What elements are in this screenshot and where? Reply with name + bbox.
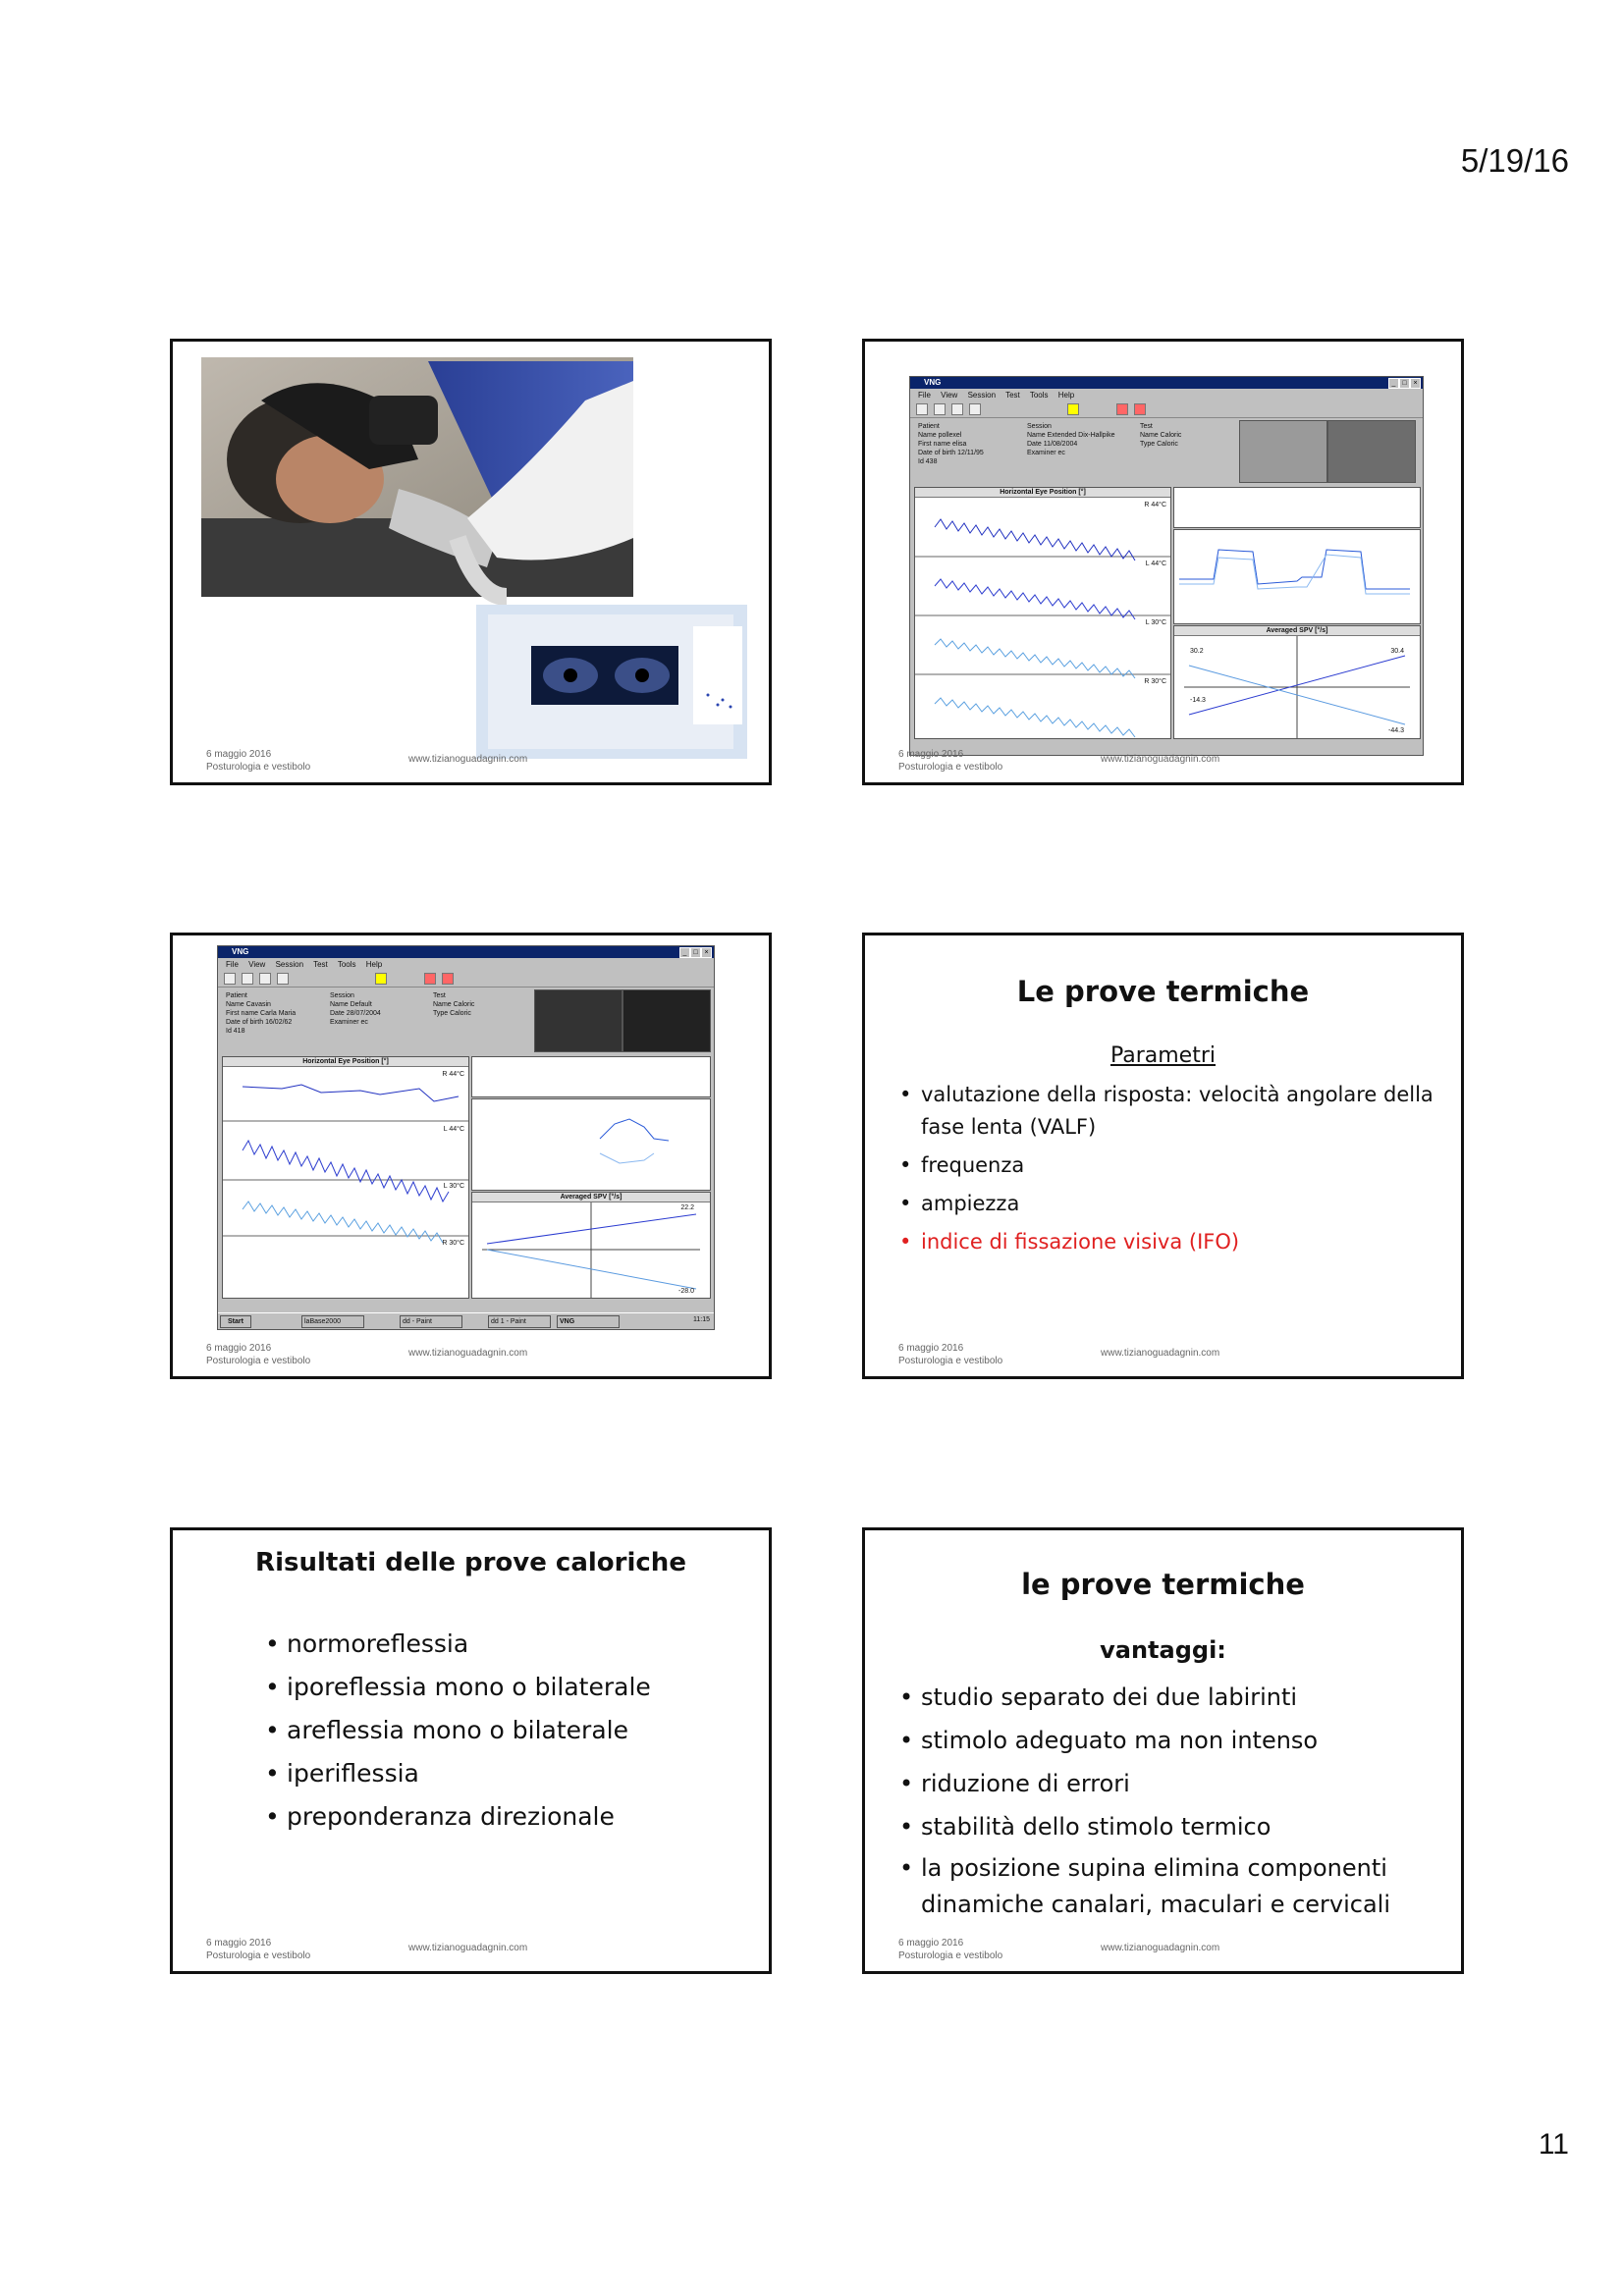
maximize-button[interactable]: □	[1399, 378, 1410, 389]
channel-label-r30: R 30°C	[1144, 678, 1166, 685]
slide-footer-date: 6 maggio 2016	[898, 1938, 964, 1949]
eye-position-title: Horizontal Eye Position [°]	[915, 488, 1170, 498]
eye-position-traces	[915, 498, 1170, 738]
patient-first-name: Carla Maria	[260, 1010, 297, 1017]
list-item: • iporeflessia mono o bilaterale	[265, 1666, 736, 1709]
averaged-spv-title: Averaged SPV [°/s]	[1174, 626, 1420, 636]
list-item: • normoreflessia	[265, 1623, 736, 1666]
vng-menu-bar	[218, 959, 714, 970]
channel-label-r44: R 44°C	[442, 1071, 464, 1078]
session-date: Date 28/07/2004	[330, 1010, 381, 1017]
patient-info: Patient Name pollexel First name elisa Date of birth 12/11/95 Id 438 Session Name Extended Dix-Hallpike Date 11/08/2004 Examiner ec Test Name Caloric Type Caloric	[914, 420, 1228, 479]
session-examiner: Examiner ec	[1027, 450, 1065, 456]
slide-footer-site: www.tizianoguadagnin.com	[1101, 1348, 1220, 1359]
averaged-spv-graph	[471, 1192, 711, 1299]
spv-traces	[472, 1099, 710, 1190]
slide-footer-site: www.tizianoguadagnin.com	[408, 1348, 528, 1359]
maximize-button[interactable]: □	[690, 947, 701, 958]
vng-window	[909, 376, 1424, 756]
slide-5	[170, 1527, 772, 1974]
vng-toolbar	[218, 971, 714, 988]
channel-label-r44: R 44°C	[1144, 502, 1166, 508]
test-name: Caloric	[453, 1001, 475, 1008]
slide-footer-date: 6 maggio 2016	[898, 749, 964, 760]
slide-title: Le prove termiche	[1016, 975, 1310, 1008]
slide-footer-site: www.tizianoguadagnin.com	[1101, 754, 1220, 765]
patient-label: Patient	[918, 423, 940, 430]
results-list	[265, 1623, 736, 1839]
slide-footer-subject: Posturologia e vestibolo	[898, 1950, 1003, 1961]
toolbar-new-icon[interactable]	[224, 973, 236, 985]
windows-taskbar	[218, 1312, 714, 1329]
toolbar-new-icon[interactable]	[916, 403, 928, 415]
test-type: Caloric	[450, 1010, 471, 1017]
toolbar-open-icon[interactable]	[242, 973, 253, 985]
taskbar-item-vng[interactable]: VNG	[557, 1315, 620, 1328]
minimize-button[interactable]: _	[1388, 378, 1399, 389]
slide-footer-subject: Posturologia e vestibolo	[898, 762, 1003, 773]
parameter-list	[899, 1079, 1434, 1258]
avg-value-2: -28.0	[678, 1288, 694, 1295]
spv-table	[471, 1056, 711, 1097]
vng-title-bar: VNG	[218, 946, 714, 958]
eye-position-title: Horizontal Eye Position [°]	[223, 1057, 468, 1067]
patient-name: pollexel	[938, 432, 962, 439]
slide-3	[170, 933, 772, 1379]
test-type: Caloric	[1157, 441, 1178, 448]
avg-value-1: 22.2	[680, 1204, 694, 1211]
toolbar-save-icon[interactable]	[951, 403, 963, 415]
averaged-spv-title: Averaged SPV [°/s]	[472, 1193, 710, 1202]
slide-footer-date: 6 maggio 2016	[206, 1938, 272, 1949]
slide-1	[170, 339, 772, 785]
menu-test[interactable]: Test	[313, 960, 328, 969]
slide-2	[862, 339, 1464, 785]
slide-footer-site: www.tizianoguadagnin.com	[408, 1943, 528, 1953]
patient-id: Id 438	[918, 458, 938, 465]
slide-subtitle: Parametri	[1109, 1043, 1217, 1068]
averaged-spv-graph	[1173, 625, 1421, 739]
menu-test[interactable]: Test	[1005, 391, 1020, 400]
averaged-spv-lines	[1174, 636, 1420, 738]
patient-id: Id 418	[226, 1028, 245, 1035]
page-number: 11	[1538, 2128, 1569, 2161]
session-examiner: Examiner ec	[330, 1019, 368, 1026]
vng-title-bar: VNG	[910, 377, 1423, 389]
session-name: Default	[350, 1001, 372, 1008]
vng-toolbar	[910, 401, 1423, 418]
session-name: Extended Dix-Hallpike	[1047, 432, 1115, 439]
toolbar-graph-icon[interactable]	[1134, 403, 1146, 415]
menu-view[interactable]: View	[941, 391, 958, 400]
list-item: • stimolo adeguato ma non intenso	[899, 1723, 1434, 1759]
taskbar-item-paint-2[interactable]: dd 1 - Paint	[488, 1315, 551, 1328]
patient-first-name: elisa	[952, 441, 967, 448]
toolbar-graph-icon[interactable]	[442, 973, 454, 985]
spv-traces	[1174, 530, 1420, 623]
toolbar-wave-icon[interactable]	[424, 973, 436, 985]
taskbar-item-labase[interactable]: laBase2000	[301, 1315, 364, 1328]
list-item: • frequenza	[899, 1149, 1434, 1182]
vng-window	[217, 945, 715, 1330]
minimize-button[interactable]: _	[679, 947, 690, 958]
menu-session[interactable]: Session	[967, 391, 997, 400]
close-button[interactable]: ×	[1410, 378, 1421, 389]
slide-footer-site: www.tizianoguadagnin.com	[408, 754, 528, 765]
list-item: • preponderanza direzionale	[265, 1795, 736, 1839]
list-item: • ampiezza	[899, 1188, 1434, 1220]
menu-tools[interactable]: Tools	[1029, 391, 1049, 400]
caloric-test-photo	[173, 342, 772, 785]
slide-footer-subject: Posturologia e vestibolo	[206, 1356, 311, 1366]
menu-session[interactable]: Session	[275, 960, 304, 969]
test-name: Caloric	[1160, 432, 1182, 439]
patient-label: Patient	[226, 992, 247, 999]
slide-footer-date: 6 maggio 2016	[898, 1343, 964, 1354]
vng-menu-bar	[910, 390, 1423, 400]
slide-title: Risultati delle prove caloriche	[255, 1548, 686, 1577]
slide-6	[862, 1527, 1464, 1974]
menu-help[interactable]: Help	[365, 960, 383, 969]
taskbar-clock: 11:15	[693, 1316, 710, 1323]
slide-footer-date: 6 maggio 2016	[206, 1343, 272, 1354]
toolbar-help-icon[interactable]	[375, 973, 387, 985]
eye-position-graph	[914, 487, 1171, 739]
eye-video-right	[622, 989, 711, 1052]
menu-help[interactable]: Help	[1057, 391, 1075, 400]
spv-graph	[471, 1098, 711, 1191]
patient-name: Cavasin	[245, 1001, 271, 1008]
slide-footer-date: 6 maggio 2016	[206, 749, 272, 760]
slide-footer-subject: Posturologia e vestibolo	[206, 1950, 311, 1961]
avg-value-1: 30.2	[1190, 648, 1204, 655]
avg-value-3: -14.3	[1190, 697, 1206, 704]
list-item: • la posizione supina elimina componenti dinamiche canalari, maculari e cervicali	[899, 1850, 1434, 1923]
list-item: • riduzione di errori	[899, 1766, 1434, 1802]
slide-title: le prove termiche	[1021, 1568, 1305, 1601]
advantages-list	[899, 1680, 1434, 1923]
avg-value-2: 30.4	[1390, 648, 1404, 655]
close-button[interactable]: ×	[701, 947, 712, 958]
list-item: • iperiflessia	[265, 1752, 736, 1795]
eye-video-left	[1239, 420, 1327, 483]
channel-label-l44: L 44°C	[1145, 561, 1166, 567]
spv-graph	[1173, 529, 1421, 624]
toolbar-save-icon[interactable]	[259, 973, 271, 985]
channel-label-l30: L 30°C	[1145, 619, 1166, 626]
slide-subtitle: vantaggi:	[1100, 1636, 1226, 1664]
eye-video-right	[1327, 420, 1416, 483]
header-date: 5/19/16	[1460, 142, 1569, 179]
eye-position-graph	[222, 1056, 469, 1299]
taskbar-item-paint-1[interactable]: dd - Paint	[400, 1315, 462, 1328]
eye-position-traces	[223, 1067, 468, 1298]
channel-label-l44: L 44°C	[443, 1126, 464, 1133]
spv-table	[1173, 487, 1421, 528]
menu-view[interactable]: View	[248, 960, 266, 969]
slide-footer-subject: Posturologia e vestibolo	[206, 762, 311, 773]
menu-file[interactable]: File	[226, 960, 239, 969]
toolbar-open-icon[interactable]	[934, 403, 946, 415]
session-date: 11/08/2004	[1043, 441, 1078, 448]
list-item-highlight: • indice di fissazione visiva (IFO)	[899, 1226, 1434, 1258]
eye-video-left	[534, 989, 622, 1052]
averaged-spv-lines	[472, 1202, 710, 1298]
list-item: • studio separato dei due labirinti	[899, 1680, 1434, 1716]
slide-4	[862, 933, 1464, 1379]
toolbar-print-icon[interactable]	[277, 973, 289, 985]
channel-label-r30: R 30°C	[442, 1240, 464, 1247]
list-item: • stabilità dello stimolo termico	[899, 1809, 1434, 1845]
slide-footer-site: www.tizianoguadagnin.com	[1101, 1943, 1220, 1953]
avg-value-4: -44.3	[1388, 727, 1404, 734]
toolbar-help-icon[interactable]	[1067, 403, 1079, 415]
channel-label-l30: L 30°C	[443, 1183, 464, 1190]
patient-dob: Date of birth 16/02/62	[226, 1019, 293, 1026]
patient-dob: Date of birth 12/11/95	[918, 450, 984, 456]
toolbar-wave-icon[interactable]	[1116, 403, 1128, 415]
menu-tools[interactable]: Tools	[337, 960, 356, 969]
toolbar-print-icon[interactable]	[969, 403, 981, 415]
slide-footer-subject: Posturologia e vestibolo	[898, 1356, 1003, 1366]
list-item: • valutazione della risposta: velocità angolare della fase lenta (VALF)	[899, 1079, 1434, 1144]
start-button[interactable]: Start	[220, 1315, 251, 1328]
patient-info: Patient Name Cavasin First name Carla Maria Date of birth 16/02/62 Id 418 Session Name Default Date 28/07/2004 Examiner ec Test Name Caloric Type Caloric	[222, 989, 526, 1048]
menu-file[interactable]: File	[918, 391, 931, 400]
list-item: • areflessia mono o bilaterale	[265, 1709, 736, 1752]
